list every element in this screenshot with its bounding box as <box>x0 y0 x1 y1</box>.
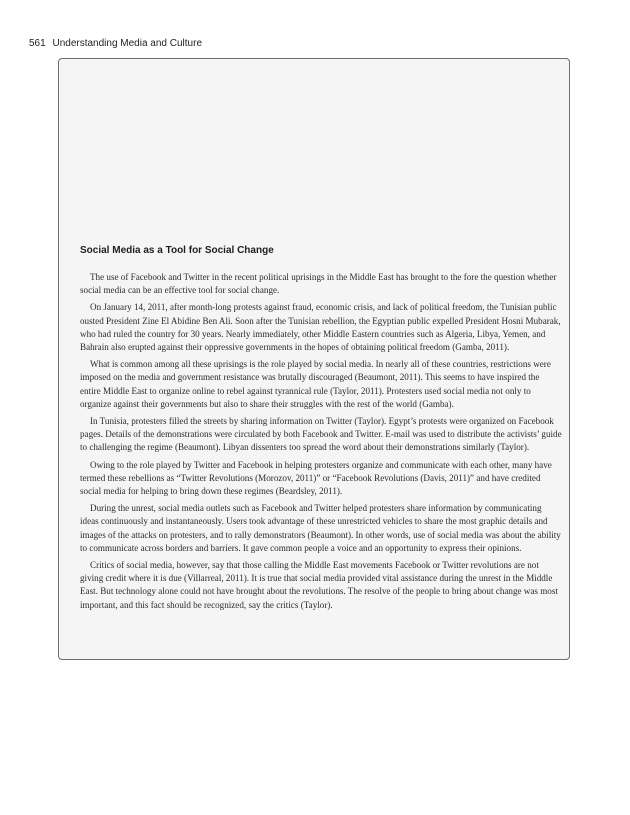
paragraph: What is common among all these uprisings is the role played by social media. In nearly all of these countries, restrictions were imposed on the media and government resistance was brutally discouraged (Beaumont, 2011). This seems to have inspired the entire Middle East to organize online to rebel against tyrannical rule (Taylor, 2011). Protesters used social media not only to organize against their governments but also to share their struggles with the rest of the world (Gamba). <box>80 359 551 409</box>
paragraph: Owing to the role played by Twitter and Facebook in helping protesters organize and communicate with each other, many have termed these rebellions as “Twitter Revolutions (Morozov, 2011)” or “Facebook Revolutions (Davis, 2011)” and have credited social media for helping to bring down these regimes (Beardsley, 2011). <box>80 459 552 497</box>
paragraph: On January 14, 2011, after month-long protests against fraud, economic crisis, and lack of political freedom, the Tunisian public ousted President Zine El Abidine Ben Ali. Soon after the Tunisian rebellion, the Egyptian public expelled President Hosni Mubarak, who had ruled the country for 30 years. Nearly immediately, other Middle Eastern countries such as Algeria, Libya, Yemen, and Bahrain also erupted against their oppressive governments in the hopes of obtaining political freedom (Gamba, 2011). <box>80 302 561 353</box>
paragraph: The use of Facebook and Twitter in the recent political uprisings in the Middle East has brought to the fore the question whether social media can be an effective tool for social change. <box>80 272 557 296</box>
book-title: Understanding Media and Culture <box>52 38 203 49</box>
running-header <box>29 38 202 49</box>
body-text <box>80 271 562 616</box>
page-number: 561 <box>29 38 46 49</box>
paragraph: During the unrest, social media outlets such as Facebook and Twitter helped protesters share information by communicating ideas continuously and instantaneously. Users took advantage of these unrestricted vehicles to share the most graphic details and images of the attacks on protesters, and to rally demonstrators (Beaumont). In other words, use of social media was about the ability to communicate across borders and barriers. It gave common people a voice and an opportunity to express their opinions. <box>80 503 561 553</box>
section-title: Social Media as a Tool for Social Change <box>80 245 274 256</box>
paragraph: In Tunisia, protesters filled the streets by sharing information on Twitter (Taylor). Egypt’s protests were organized on Facebook pages. Details of the demonstrations were circulated by both Facebook and Twitter. E-mail was used to distribute the activists’ guide to challenging the regime (Beaumont). Libyan dissenters too spread the word about their demonstrations similarly (Taylor). <box>80 416 562 453</box>
paragraph: Critics of social media, however, say that those calling the Middle East movements Facebook or Twitter revolutions are not giving credit where it is due (Villarreal, 2011). It is true that social media provided vital assistance during the unrest in the Middle East. But technology alone could not have brought about the revolutions. The resolve of the people to bring about change was most important, and this fact should be recognized, say the critics (Taylor). <box>80 560 558 610</box>
